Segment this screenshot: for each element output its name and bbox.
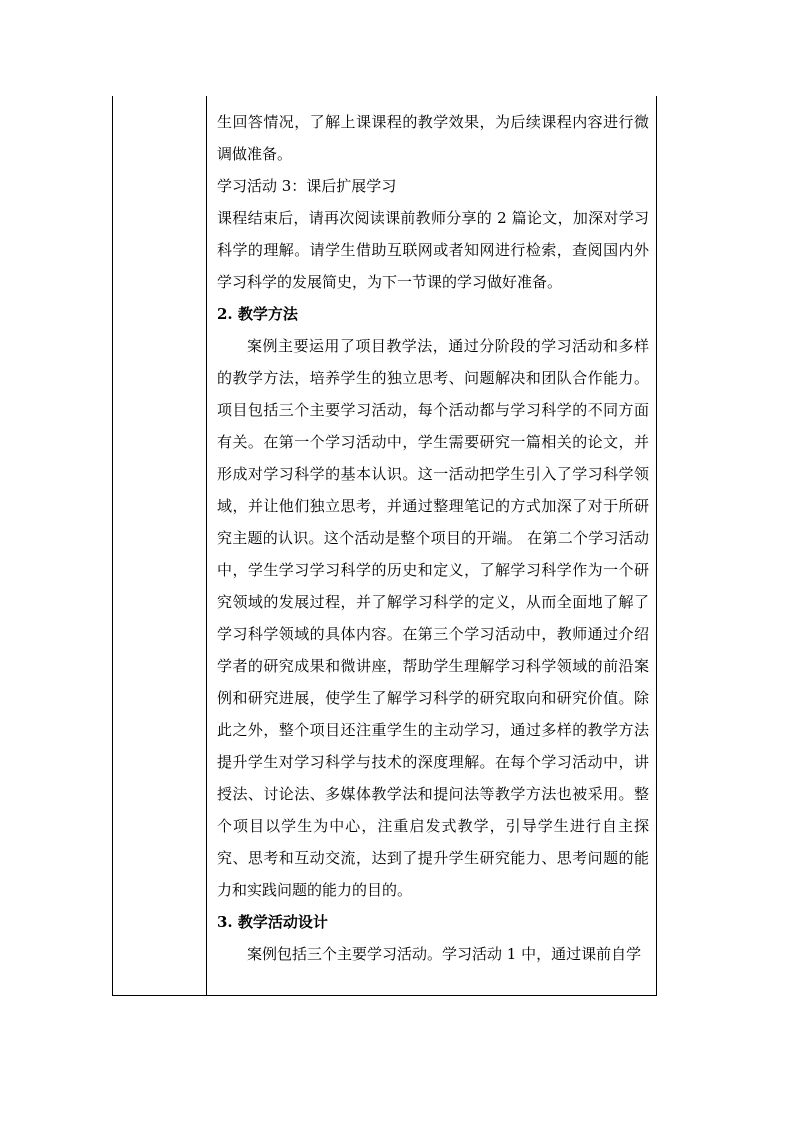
activity-3-title: 学习活动 3：课后扩展学习 (217, 177, 397, 195)
table-content-cell (217, 106, 649, 970)
document-table (112, 96, 657, 996)
column-divider (206, 96, 207, 995)
paragraph-teaching-methods: 案例主要运用了项目教学法，通过分阶段的学习活动和多样的教学方法，培养学生的独立思考、问题解决和团队合作能力。项目包括三个主要学习活动，每个活动都与学习科学的不同方面有关。在第一个学习活动中，学生需要研究一篇相关的论文，并形成对学习科学的基本认识。这一活动把学生引入了学习科学领域，并让他们独立思考，并通过整理笔记的方式加深了对于所研究主题的认识。这个活动是整个项目的开端。 在第二个学习活动中，学生学习学习科学的历史和定义，了解学习科学作为一个研究领域的发展过程，并了解学习科学的定义，从而全面地了解了学习科学领域的具体内容。在第三个学习活动中，教师通过介绍学者的研究成果和微讲座，帮助学生理解学习科学领域的前沿案例和研究进展，使学生了解学习科学的研究取向和研究价值。除此之外，整个项目还注重学生的主动学习，通过多样的教学方法提升学生对学习科学与技术的深度理解。在每个学习活动中，讲授法、讨论法、多媒体教学法和提问法等教学方法也被采用。整个项目以学生为中心，注重启发式教学，引导学生进行自主探究、思考和互动交流，达到了提升学生研究能力、思考问题的能力和实践问题的能力的目的。 (217, 337, 649, 899)
section-heading-teaching-methods: 2. 教学方法 (217, 305, 298, 323)
paragraph-activity-design: 案例包括三个主要学习活动。学习活动 1 中，通过课前自学 (247, 945, 642, 963)
paragraph-activity-3: 课程结束后，请再次阅读课前教师分享的 2 篇论文，加深对学习科学的理解。请学生借助互联网或者知网进行检索，查阅国内外学习科学的发展简史，为下一节课的学习做好准备。 (217, 209, 649, 291)
section-heading-activity-design: 3. 教学活动设计 (217, 913, 328, 931)
paragraph-activity-feedback: 生回答情况，了解上课课程的教学效果，为后续课程内容进行微调做准备。 (217, 113, 649, 163)
